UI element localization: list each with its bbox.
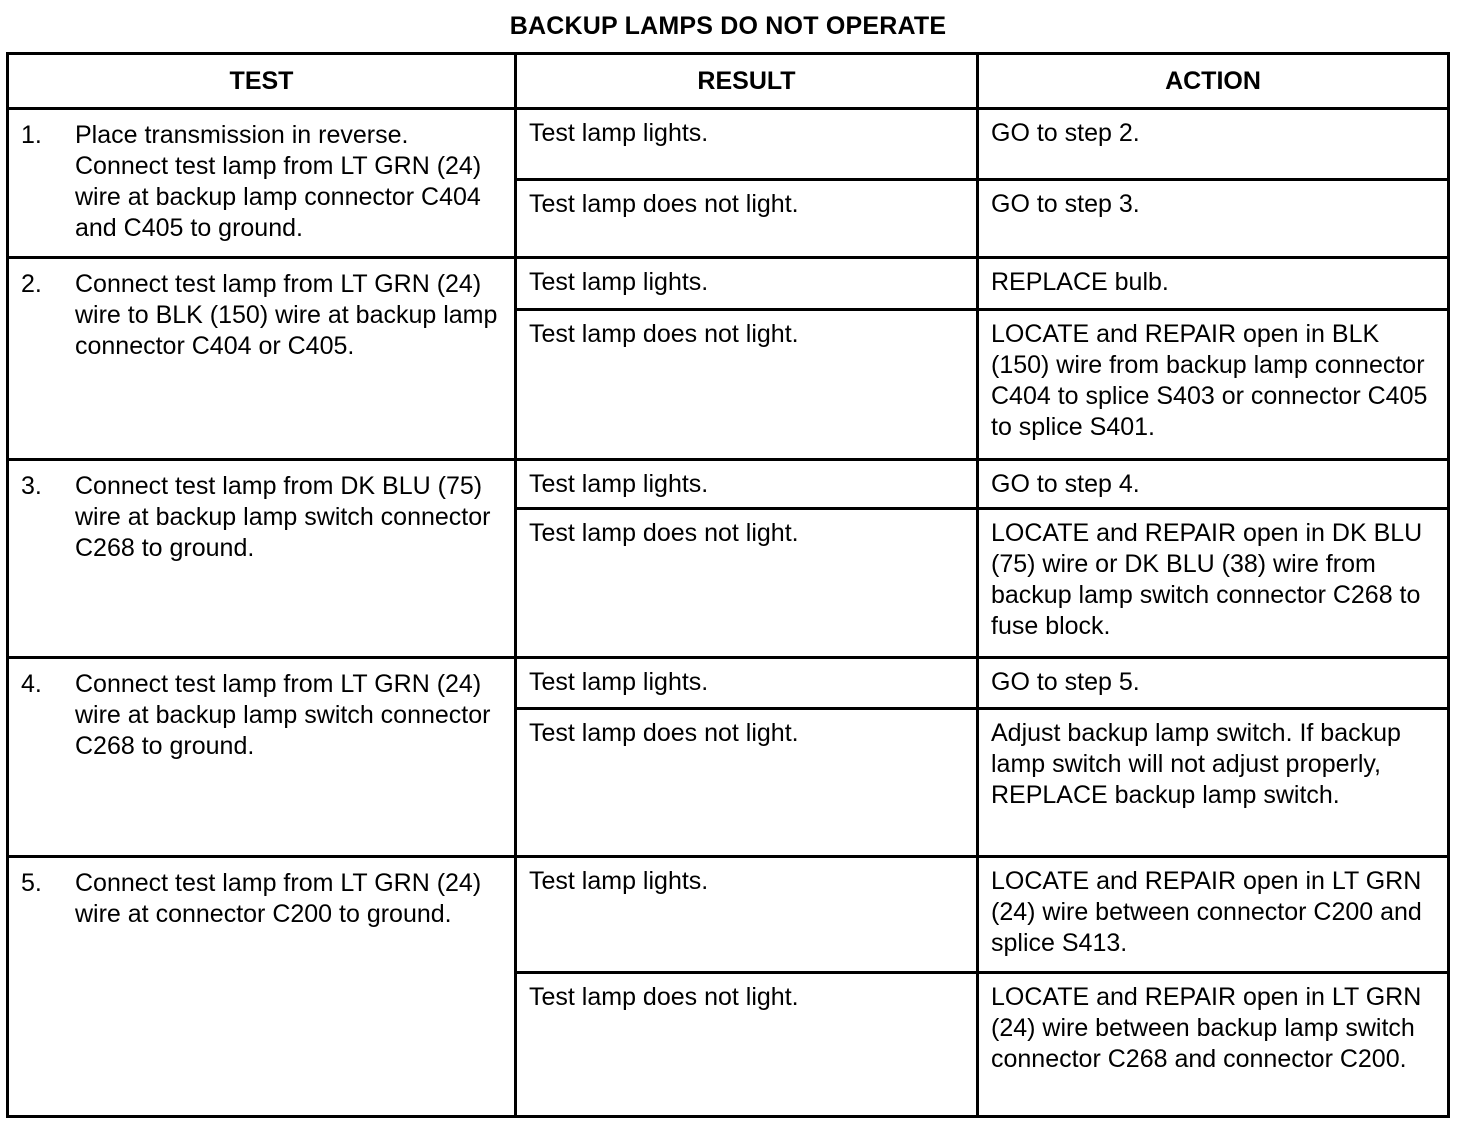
action-cell — [978, 709, 1449, 857]
action-text: GO to step 5. — [991, 667, 1140, 696]
result-cell — [516, 857, 978, 973]
action-cell — [978, 508, 1449, 657]
result-text: Test lamp lights. — [529, 667, 709, 696]
step-number: 2. — [21, 270, 42, 299]
test-cell-step-3 — [8, 459, 516, 657]
action-text: GO to step 2. — [991, 119, 1140, 147]
action-cell — [978, 309, 1449, 459]
step-number: 1. — [21, 121, 42, 149]
action-text: LOCATE and REPAIR open in LT GRN (24) wire between backup lamp switch connector C268 and connector C200. — [991, 982, 1422, 1073]
test-cell-step-4 — [8, 657, 516, 857]
step-number: 3. — [21, 471, 42, 500]
action-text: GO to step 4. — [991, 469, 1140, 498]
diagnostic-table — [6, 52, 1450, 1118]
action-text: LOCATE and REPAIR open in BLK (150) wire from backup lamp connector C404 to splice S403 or connector C405 to splice S401. — [991, 319, 1428, 441]
table-row — [8, 109, 1449, 180]
action-cell — [978, 179, 1449, 257]
result-text: Test lamp does not light. — [529, 518, 799, 547]
header-test: TEST — [8, 54, 516, 109]
action-cell — [978, 972, 1449, 1116]
test-description: Connect test lamp from LT GRN (24) wire to BLK (150) wire at backup lamp connector C404 or C405. — [75, 270, 498, 361]
table-row — [8, 857, 1449, 973]
action-text: REPLACE bulb. — [991, 268, 1169, 297]
result-cell — [516, 179, 978, 257]
action-cell — [978, 109, 1449, 180]
header-action: ACTION — [978, 54, 1449, 109]
table-header-row — [8, 54, 1449, 109]
result-cell — [516, 657, 978, 709]
result-text: Test lamp lights. — [529, 469, 709, 498]
test-cell-step-1 — [8, 109, 516, 258]
result-cell — [516, 972, 978, 1116]
action-text: Adjust backup lamp switch. If backup lamp switch will not adjust properly, REPLACE backup lamp switch. — [991, 719, 1401, 810]
header-result: RESULT — [516, 54, 978, 109]
test-description: Place transmission in reverse. Connect test lamp from LT GRN (24) wire at backup lamp connector C404 and C405 to ground. — [75, 121, 482, 242]
test-cell-step-2 — [8, 258, 516, 460]
result-cell — [516, 109, 978, 180]
result-text: Test lamp does not light. — [529, 982, 799, 1011]
action-text: LOCATE and REPAIR open in LT GRN (24) wire between connector C200 and splice S413. — [991, 867, 1422, 958]
test-description: Connect test lamp from LT GRN (24) wire at connector C200 to ground. — [75, 869, 482, 929]
result-text: Test lamp does not light. — [529, 189, 799, 218]
action-cell — [978, 857, 1449, 973]
table-row — [8, 459, 1449, 508]
action-cell — [978, 258, 1449, 310]
result-text: Test lamp lights. — [529, 867, 709, 896]
action-cell — [978, 459, 1449, 508]
result-text: Test lamp does not light. — [529, 319, 799, 348]
result-cell — [516, 459, 978, 508]
action-text: LOCATE and REPAIR open in DK BLU (75) wire or DK BLU (38) wire from backup lamp switch connector C268 to fuse block. — [991, 518, 1423, 640]
result-text: Test lamp does not light. — [529, 719, 799, 748]
result-cell — [516, 709, 978, 857]
result-text: Test lamp lights. — [529, 268, 709, 297]
result-cell — [516, 309, 978, 459]
action-cell — [978, 657, 1449, 709]
page-title: BACKUP LAMPS DO NOT OPERATE — [509, 12, 947, 40]
result-cell — [516, 508, 978, 657]
test-cell-step-5 — [8, 857, 516, 1117]
step-number: 5. — [21, 869, 42, 898]
table-row — [8, 258, 1449, 310]
table-row — [8, 657, 1449, 709]
result-text: Test lamp lights. — [529, 119, 709, 147]
step-number: 4. — [21, 669, 42, 698]
test-description: Connect test lamp from LT GRN (24) wire at backup lamp switch connector C268 to ground. — [75, 669, 491, 760]
action-text: GO to step 3. — [991, 189, 1140, 218]
result-cell — [516, 258, 978, 310]
test-description: Connect test lamp from DK BLU (75) wire at backup lamp switch connector C268 to ground. — [75, 471, 491, 562]
